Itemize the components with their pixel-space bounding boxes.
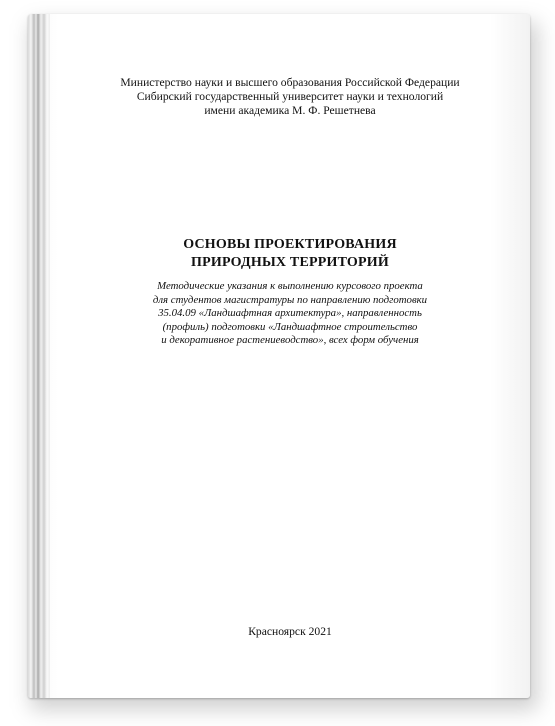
title-line-1: ОСНОВЫ ПРОЕКТИРОВАНИЯ <box>183 237 397 252</box>
subtitle-line-1: Методические указания к выполнению курсового проекта <box>157 280 423 292</box>
subtitle-line-4: (профиль) подготовки «Ландшафтное строительство <box>162 320 418 333</box>
book-title <box>50 236 530 272</box>
publisher-header <box>50 76 530 118</box>
title-line-2: ПРИРОДНЫХ ТЕРРИТОРИЙ <box>191 255 389 270</box>
header-line-named-after: имени академика М. Ф. Решетнева <box>204 104 376 117</box>
cover-content <box>50 14 530 698</box>
header-line-ministry: Министерство науки и высшего образования Российской Федерации <box>120 76 460 89</box>
header-line-university: Сибирский государственный университет науки и технологий <box>136 90 444 103</box>
subtitle-line-2: для студентов магистратуры по направлению подготовки <box>152 293 428 306</box>
subtitle-line-5: и декоративное растениеводство», всех форм обучения <box>161 334 419 347</box>
book-subtitle <box>50 280 530 348</box>
subtitle-line-3: 35.04.09 «Ландшафтная архитектура», направленность <box>158 307 422 320</box>
book-spine <box>28 14 50 698</box>
book-cover <box>28 14 530 698</box>
city-year: Красноярск 2021 <box>248 625 332 638</box>
